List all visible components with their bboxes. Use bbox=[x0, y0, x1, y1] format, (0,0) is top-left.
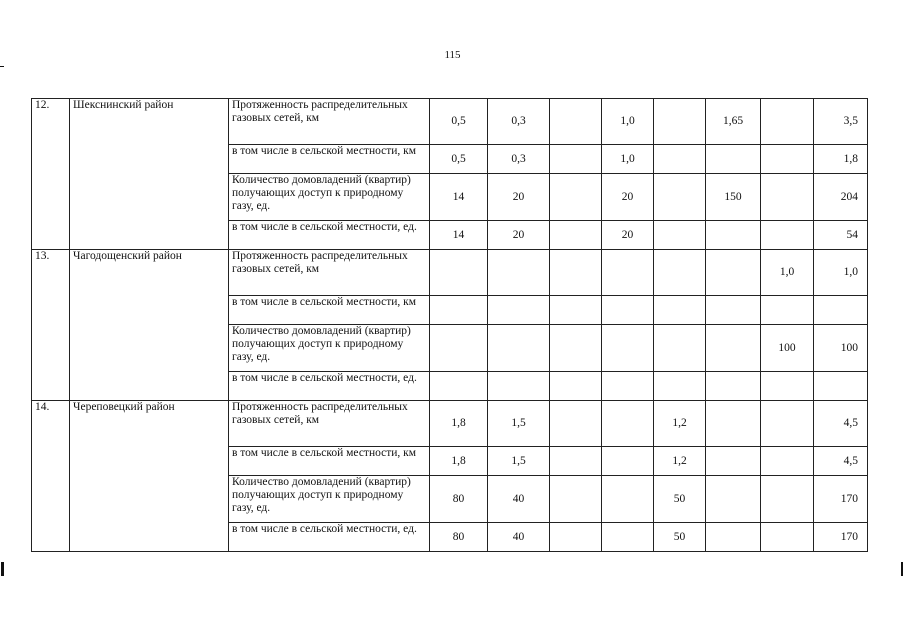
value-cell: 1,2 bbox=[654, 447, 706, 476]
row-number: 14. bbox=[32, 401, 70, 552]
value-cell: 80 bbox=[430, 476, 488, 523]
value-cell: 100 bbox=[761, 325, 814, 372]
total-cell: 1,0 bbox=[814, 250, 868, 296]
total-cell: 100 bbox=[814, 325, 868, 372]
value-cell bbox=[602, 325, 654, 372]
row-number: 12. bbox=[32, 99, 70, 250]
value-cell bbox=[550, 296, 602, 325]
value-cell bbox=[602, 523, 654, 552]
value-cell bbox=[761, 296, 814, 325]
indicator-label: в том числе в сельской местности, ед. bbox=[229, 523, 430, 552]
value-cell bbox=[550, 476, 602, 523]
value-cell bbox=[430, 325, 488, 372]
value-cell: 20 bbox=[602, 174, 654, 221]
indicator-label: в том числе в сельской местности, км bbox=[229, 447, 430, 476]
value-cell: 0,5 bbox=[430, 145, 488, 174]
value-cell: 0,3 bbox=[488, 99, 550, 145]
value-cell bbox=[488, 296, 550, 325]
value-cell bbox=[550, 250, 602, 296]
value-cell bbox=[602, 447, 654, 476]
value-cell: 40 bbox=[488, 523, 550, 552]
value-cell bbox=[654, 325, 706, 372]
value-cell: 14 bbox=[430, 174, 488, 221]
table-row bbox=[32, 99, 868, 145]
table-body bbox=[32, 99, 868, 552]
value-cell bbox=[761, 447, 814, 476]
page-number: 115 bbox=[444, 49, 461, 61]
value-cell bbox=[654, 145, 706, 174]
value-cell bbox=[430, 250, 488, 296]
value-cell: 50 bbox=[654, 523, 706, 552]
indicator-label: Протяженность распределительных газовых сетей, км bbox=[229, 99, 430, 145]
value-cell: 20 bbox=[602, 221, 654, 250]
value-cell: 150 bbox=[706, 174, 761, 221]
value-cell: 20 bbox=[488, 174, 550, 221]
total-cell: 4,5 bbox=[814, 447, 868, 476]
value-cell bbox=[550, 99, 602, 145]
total-cell: 4,5 bbox=[814, 401, 868, 447]
value-cell bbox=[654, 296, 706, 325]
indicator-label: Количество домовладений (квартир) получающих доступ к природному газу, ед. bbox=[229, 476, 430, 523]
value-cell bbox=[550, 447, 602, 476]
value-cell bbox=[602, 476, 654, 523]
total-cell: 54 bbox=[814, 221, 868, 250]
value-cell: 1,5 bbox=[488, 447, 550, 476]
value-cell bbox=[761, 174, 814, 221]
total-cell: 170 bbox=[814, 523, 868, 552]
value-cell bbox=[550, 221, 602, 250]
value-cell: 1,0 bbox=[602, 99, 654, 145]
value-cell bbox=[706, 401, 761, 447]
value-cell bbox=[706, 372, 761, 401]
value-cell bbox=[550, 523, 602, 552]
value-cell: 14 bbox=[430, 221, 488, 250]
value-cell bbox=[761, 401, 814, 447]
value-cell: 1,0 bbox=[602, 145, 654, 174]
value-cell bbox=[602, 372, 654, 401]
value-cell bbox=[550, 372, 602, 401]
indicator-label: Количество домовладений (квартир) получающих доступ к природному газу, ед. bbox=[229, 325, 430, 372]
value-cell: 40 bbox=[488, 476, 550, 523]
value-cell bbox=[761, 221, 814, 250]
value-cell bbox=[761, 476, 814, 523]
value-cell bbox=[550, 325, 602, 372]
gasification-table bbox=[31, 98, 868, 552]
value-cell bbox=[706, 250, 761, 296]
indicator-label: Количество домовладений (квартир) получающих доступ к природному газу, ед. bbox=[229, 174, 430, 221]
value-cell bbox=[706, 447, 761, 476]
indicator-label: в том числе в сельской местности, ед. bbox=[229, 372, 430, 401]
value-cell: 50 bbox=[654, 476, 706, 523]
indicator-label: в том числе в сельской местности, км bbox=[229, 296, 430, 325]
value-cell bbox=[488, 250, 550, 296]
value-cell: 1,5 bbox=[488, 401, 550, 447]
indicator-label: в том числе в сельской местности, км bbox=[229, 145, 430, 174]
value-cell bbox=[488, 325, 550, 372]
scan-mark-left bbox=[1, 562, 4, 576]
indicator-label: Протяженность распределительных газовых сетей, км bbox=[229, 401, 430, 447]
total-cell: 1,8 bbox=[814, 145, 868, 174]
table-row bbox=[32, 401, 868, 447]
value-cell bbox=[706, 325, 761, 372]
value-cell bbox=[654, 174, 706, 221]
value-cell bbox=[761, 145, 814, 174]
value-cell bbox=[550, 401, 602, 447]
row-number: 13. bbox=[32, 250, 70, 401]
total-cell: 204 bbox=[814, 174, 868, 221]
value-cell bbox=[761, 372, 814, 401]
value-cell bbox=[550, 174, 602, 221]
value-cell bbox=[654, 99, 706, 145]
indicator-label: Протяженность распределительных газовых сетей, км bbox=[229, 250, 430, 296]
value-cell bbox=[706, 523, 761, 552]
indicator-label: в том числе в сельской местности, ед. bbox=[229, 221, 430, 250]
value-cell bbox=[430, 372, 488, 401]
value-cell bbox=[654, 221, 706, 250]
value-cell: 20 bbox=[488, 221, 550, 250]
total-cell: 170 bbox=[814, 476, 868, 523]
value-cell: 1,8 bbox=[430, 401, 488, 447]
value-cell bbox=[602, 250, 654, 296]
value-cell bbox=[550, 145, 602, 174]
value-cell: 0,5 bbox=[430, 99, 488, 145]
value-cell: 1,2 bbox=[654, 401, 706, 447]
value-cell bbox=[706, 296, 761, 325]
value-cell bbox=[654, 250, 706, 296]
value-cell bbox=[654, 372, 706, 401]
value-cell: 0,3 bbox=[488, 145, 550, 174]
value-cell bbox=[602, 296, 654, 325]
value-cell bbox=[488, 372, 550, 401]
value-cell: 80 bbox=[430, 523, 488, 552]
value-cell: 1,65 bbox=[706, 99, 761, 145]
scan-tick-left bbox=[0, 66, 4, 67]
value-cell bbox=[706, 145, 761, 174]
district-name: Череповецкий район bbox=[70, 401, 229, 552]
value-cell bbox=[761, 99, 814, 145]
total-cell bbox=[814, 372, 868, 401]
value-cell bbox=[602, 401, 654, 447]
value-cell: 1,8 bbox=[430, 447, 488, 476]
district-name: Шекснинский район bbox=[70, 99, 229, 250]
value-cell bbox=[706, 221, 761, 250]
total-cell bbox=[814, 296, 868, 325]
value-cell bbox=[706, 476, 761, 523]
value-cell bbox=[761, 523, 814, 552]
scan-mark-right bbox=[901, 562, 903, 576]
value-cell bbox=[430, 296, 488, 325]
total-cell: 3,5 bbox=[814, 99, 868, 145]
table-row bbox=[32, 250, 868, 296]
district-name: Чагодощенский район bbox=[70, 250, 229, 401]
value-cell: 1,0 bbox=[761, 250, 814, 296]
